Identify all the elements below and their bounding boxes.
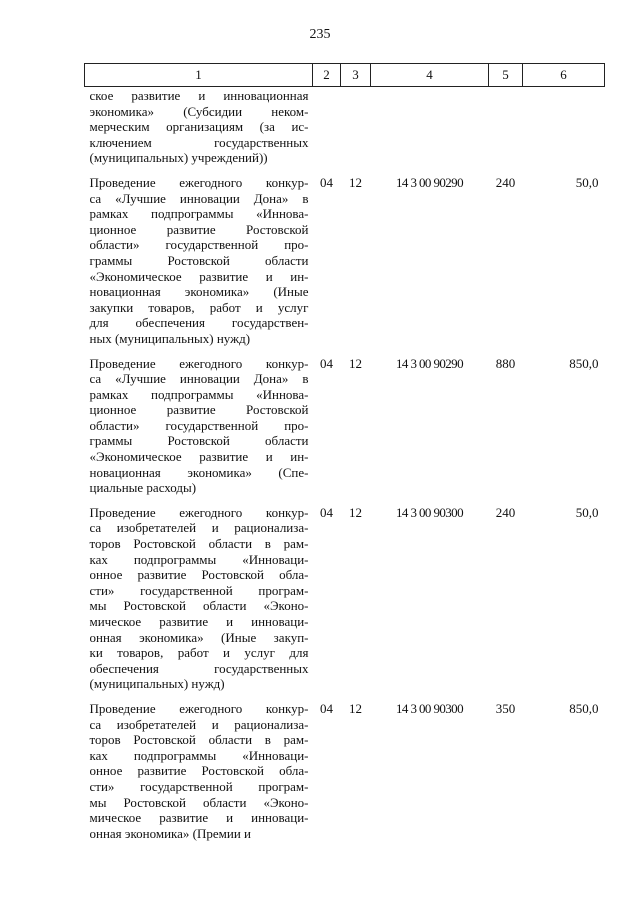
description-line: онная экономика» (Премии и xyxy=(89,825,252,841)
expense-type-cell: 880 xyxy=(495,355,516,371)
table-body xyxy=(85,87,605,842)
description-line: ки товаров, работ и услуг для xyxy=(89,645,309,661)
description-line: онное развитие Ростовской обла- xyxy=(89,763,309,779)
row-description xyxy=(85,692,313,841)
table-row xyxy=(85,166,605,347)
subsection-code-cell: 12 xyxy=(349,504,362,520)
description-line: ках подпрограммы «Инноваци- xyxy=(89,747,309,763)
description-line: мы Ростовской области «Эконо- xyxy=(89,794,309,810)
column-header-3: 3 xyxy=(341,64,371,87)
target-article-cell: 14 3 00 90300 xyxy=(396,700,463,716)
row-description xyxy=(85,87,313,166)
table-row xyxy=(85,347,605,496)
description-line: ках подпрограммы «Инноваци- xyxy=(89,551,309,567)
amount-cell: 50,0 xyxy=(575,504,599,520)
description-line: рамках подпрограммы «Иннова- xyxy=(89,386,309,402)
description-line: сти» государственной програм- xyxy=(89,778,309,794)
target-article-cell: 14 3 00 90290 xyxy=(396,174,463,190)
target-article-cell: 14 3 00 90300 xyxy=(396,504,463,520)
section-code-cell: 04 xyxy=(320,174,333,190)
description-line: мическое развитие и инноваци- xyxy=(89,614,309,629)
row-description xyxy=(85,166,313,347)
target-article-cell: 14 3 00 90290 xyxy=(396,355,463,371)
row-description xyxy=(85,347,313,496)
description-line: ключением государственных xyxy=(89,134,309,150)
amount-cell xyxy=(523,87,605,166)
section-code-cell xyxy=(313,87,341,166)
table-row xyxy=(85,692,605,841)
table-row xyxy=(85,87,605,166)
description-line: торов Ростовской области в рам- xyxy=(89,732,309,748)
description-line: «Экономическое развитие и ин- xyxy=(89,449,309,465)
column-header-4: 4 xyxy=(371,64,489,87)
description-line: Проведение ежегодного конкур- xyxy=(89,504,309,520)
section-code-cell: 04 xyxy=(320,700,333,716)
column-header-1: 1 xyxy=(85,64,313,87)
description-line: для обеспечения государствен- xyxy=(89,315,309,331)
description-line: онное развитие Ростовской обла- xyxy=(89,567,309,583)
table-row xyxy=(85,496,605,692)
description-line: (муниципальных) нужд) xyxy=(89,676,225,692)
expense-type-cell: 240 xyxy=(495,504,516,520)
description-line: ных (муниципальных) нужд) xyxy=(89,330,251,346)
budget-table xyxy=(84,63,605,841)
description-line: области» государственной про- xyxy=(89,417,309,433)
column-header-2: 2 xyxy=(313,64,341,87)
row-description xyxy=(85,496,313,692)
description-line: мы Ростовской области «Эконо- xyxy=(89,598,309,614)
description-line: рамках подпрограммы «Иннова- xyxy=(89,206,309,222)
description-line: онная экономика» (Иные закуп- xyxy=(89,629,309,645)
description-line: циальные расходы) xyxy=(89,480,197,496)
amount-cell: 50,0 xyxy=(575,174,599,190)
description-line: новационная экономика» (Спе- xyxy=(89,464,309,480)
description-line: закупки товаров, работ и услуг xyxy=(89,299,309,315)
subsection-code-cell xyxy=(341,87,371,166)
description-line: Проведение ежегодного конкур- xyxy=(89,174,309,190)
description-line: са изобретателей и рационализа- xyxy=(89,716,309,732)
amount-cell: 850,0 xyxy=(569,355,599,371)
description-line: (муниципальных) учреждений)) xyxy=(89,150,268,166)
description-line: граммы Ростовской области xyxy=(89,433,309,449)
description-line: ционное развитие Ростовской xyxy=(89,221,309,237)
section-code-cell: 04 xyxy=(320,504,333,520)
description-line: торов Ростовской области в рам- xyxy=(89,536,309,552)
description-line: граммы Ростовской области xyxy=(89,252,309,268)
description-line: сти» государственной програм- xyxy=(89,582,309,598)
subsection-code-cell: 12 xyxy=(349,700,362,716)
description-line: мерческим организациям (за ис- xyxy=(89,119,309,135)
description-line: са «Лучшие инновации Дона» в xyxy=(89,190,309,206)
description-line: обеспечения государственных xyxy=(89,660,309,676)
description-line: мическое развитие и инноваци- xyxy=(89,810,309,826)
table-header-row xyxy=(85,64,605,87)
expense-type-cell: 350 xyxy=(495,700,516,716)
expense-type-cell xyxy=(489,87,523,166)
target-article-cell xyxy=(371,87,489,166)
description-line: са «Лучшие инновации Дона» в xyxy=(89,371,309,387)
subsection-code-cell: 12 xyxy=(349,355,362,371)
page-number: 235 xyxy=(309,27,331,42)
description-line: Проведение ежегодного конкур- xyxy=(89,355,309,371)
description-line: ционное развитие Ростовской xyxy=(89,402,309,418)
amount-cell: 850,0 xyxy=(569,700,599,716)
column-header-6: 6 xyxy=(523,64,605,87)
column-header-5: 5 xyxy=(489,64,523,87)
description-line: са изобретателей и рационализа- xyxy=(89,520,309,536)
expense-type-cell: 240 xyxy=(495,174,516,190)
description-line: новационная экономика» (Иные xyxy=(89,284,309,300)
section-code-cell: 04 xyxy=(320,355,333,371)
description-line: экономика» (Субсидии неком- xyxy=(89,103,309,119)
description-line: Проведение ежегодного конкур- xyxy=(89,700,309,716)
description-line: «Экономическое развитие и ин- xyxy=(89,268,309,284)
description-line: области» государственной про- xyxy=(89,237,309,253)
description-line: ское развитие и инновационная xyxy=(89,88,309,103)
subsection-code-cell: 12 xyxy=(349,174,362,190)
